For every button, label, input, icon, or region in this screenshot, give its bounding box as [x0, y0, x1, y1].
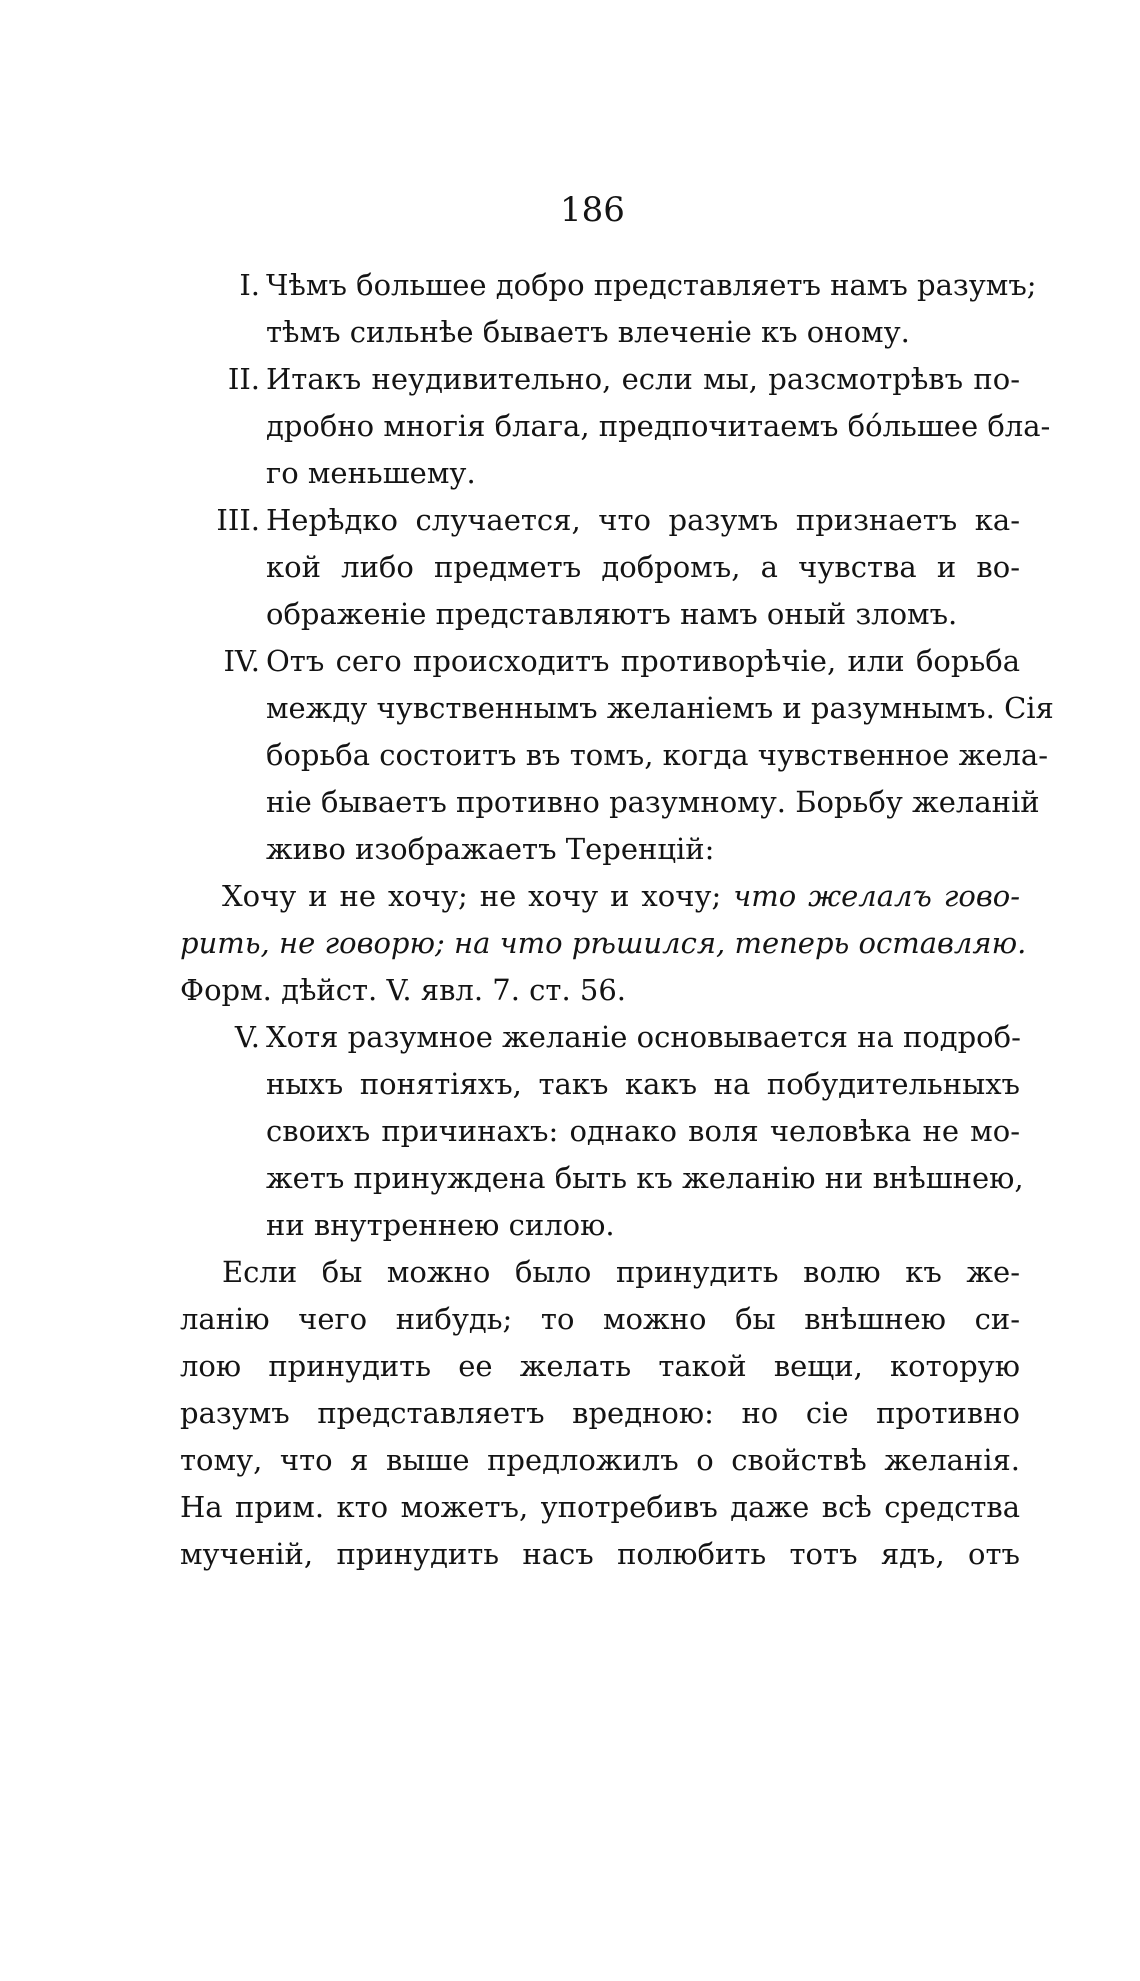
paragraph-line-5: [180, 1437, 1020, 1484]
line-text: борьба состоитъ въ томъ, когда чувственное жела-: [266, 738, 1048, 772]
paragraph-line-6: [180, 1484, 1020, 1531]
line-text: мученій, принудить насъ полюбить тотъ ядъ, отъ: [180, 1537, 1020, 1571]
page-number: 186: [560, 190, 625, 230]
line-text: разумъ представляетъ вредною: но сіе противно: [180, 1396, 1020, 1430]
line-text: ныхъ понятіяхъ, такъ какъ на побудительныхъ: [266, 1067, 1020, 1101]
line-text: кой либо предметъ добромъ, а чувства и во-: [266, 550, 1020, 584]
line-text: Нерѣдко случается, что разумъ признаетъ ка-: [266, 503, 1020, 537]
line-text: между чувственнымъ желаніемъ и разумнымъ. Сія: [266, 691, 1054, 725]
line-text: ніе бываетъ противно разумному. Борьбу желаній: [266, 785, 1040, 819]
item-1-line-2: [180, 309, 1020, 356]
item-4-line-4: [180, 779, 1040, 826]
item-4-numeral: IV.: [223, 644, 260, 678]
line-text: го меньшему.: [266, 456, 476, 490]
item-5-line-3: [180, 1108, 1020, 1155]
quote-italic-text: теперь оставляю.: [734, 926, 1027, 960]
item-3-line-1: [180, 497, 1020, 544]
item-5-line-4: [180, 1155, 1024, 1202]
item-4-line-3: [180, 732, 1048, 779]
item-1-line-1: [180, 262, 1037, 309]
item-3-line-3: [180, 591, 1020, 638]
paragraph-line-4: [180, 1390, 1020, 1437]
item-5-line-2: [180, 1061, 1020, 1108]
quote-text: [222, 873, 1020, 920]
line-text: тому, что я выше предложилъ о свойствѣ желанія.: [180, 1443, 1020, 1477]
line-text: дробно многія блага, предпочитаемъ бóльшее бла-: [266, 409, 1051, 443]
item-4-line-5: [180, 826, 1020, 873]
line-text: ни внутреннею силою.: [266, 1208, 615, 1242]
line-text: Чѣмъ большее добро представляетъ намъ разумъ;: [266, 268, 1037, 302]
item-3-line-2: [180, 544, 1020, 591]
item-5-line-1: [180, 1014, 1020, 1061]
text-block: [180, 262, 1054, 1578]
item-5-numeral: V.: [234, 1020, 260, 1054]
line-text: лою принудить ее желать такой вещи, которую: [180, 1349, 1020, 1383]
item-2-line-2: [180, 403, 1051, 450]
item-5-line-5: [180, 1202, 1020, 1249]
item-3-numeral: III.: [216, 503, 260, 537]
line-text: жетъ принуждена быть къ желанію ни внѣшнею,: [266, 1161, 1024, 1195]
line-text: ланію чего нибудь; то можно бы внѣшнею си-: [180, 1302, 1020, 1336]
paragraph-line-1: [180, 1249, 1020, 1296]
quote-plain-text: Хочу и не хочу; не хочу и хочу;: [222, 879, 722, 913]
line-text: живо изображаетъ Теренцій:: [266, 832, 715, 866]
line-text: Итакъ неудивительно, если мы, разсмотрѣвъ по-: [266, 362, 1020, 396]
quote-citation: [180, 967, 1020, 1014]
item-1-numeral: I.: [239, 268, 260, 302]
quote-italic-text: рить, не говорю; на что рѣшился,: [180, 926, 726, 960]
line-text: ображеніе представляютъ намъ оный зломъ.: [266, 597, 958, 631]
line-text: Если бы можно было принудить волю къ же-: [222, 1255, 1020, 1289]
item-2-line-3: [180, 450, 1020, 497]
quote-text: [180, 920, 1027, 967]
line-text: тѣмъ сильнѣе бываетъ влеченіе къ оному.: [266, 315, 910, 349]
quote-line-2: [180, 920, 1027, 967]
line-text: На прим. кто можетъ, употребивъ даже всѣ средства: [180, 1490, 1020, 1524]
line-text: Отъ сего происходитъ противорѣчіе, или борьба: [266, 644, 1020, 678]
item-2-line-1: [180, 356, 1020, 403]
citation-text: Форм. дѣйст. V. явл. 7. ст. 56.: [180, 973, 627, 1007]
quote-italic-text: что желалъ гово-: [733, 879, 1021, 913]
quote-line-1: [180, 873, 1020, 920]
paragraph-line-2: [180, 1296, 1020, 1343]
item-4-line-1: [180, 638, 1020, 685]
item-2-numeral: II.: [227, 362, 260, 396]
line-text: своихъ причинахъ: однако воля человѣка не мо-: [266, 1114, 1020, 1148]
paragraph-line-7: [180, 1531, 1020, 1578]
item-4-line-2: [180, 685, 1054, 732]
line-text: Хотя разумное желаніе основывается на подроб-: [266, 1020, 1021, 1054]
paragraph-line-3: [180, 1343, 1020, 1390]
